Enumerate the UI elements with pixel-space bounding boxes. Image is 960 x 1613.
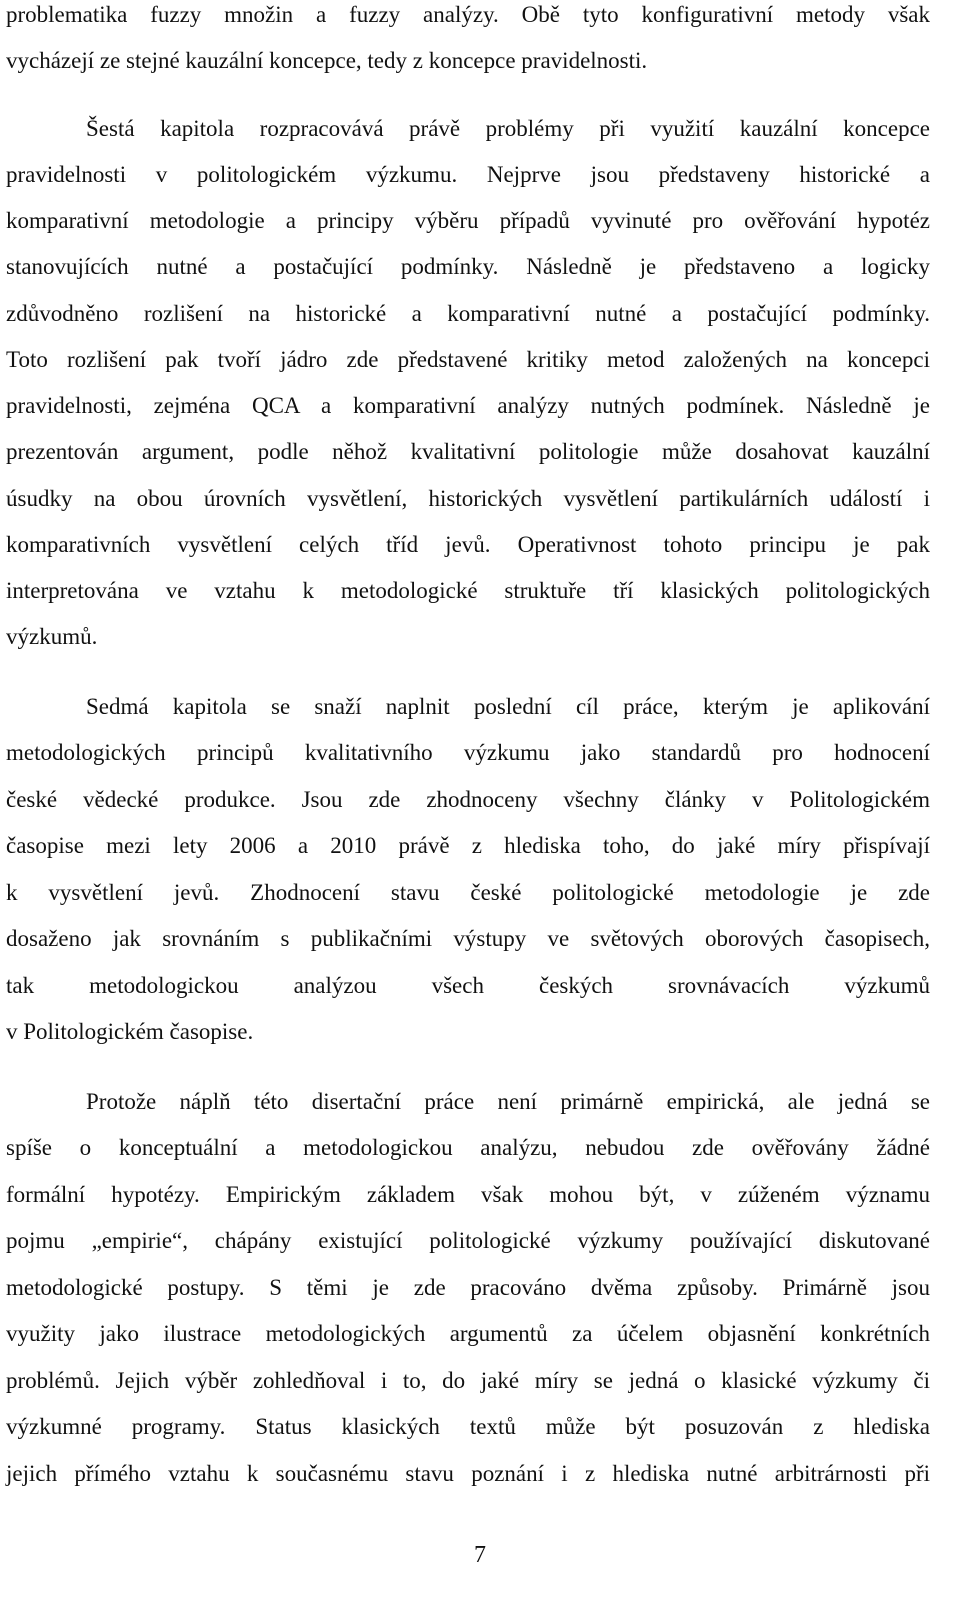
text-line: Toto rozlišení pak tvoří jádro zde představené kritiky metod založených na koncepci — [6, 347, 930, 372]
text-line: výzkumné programy. Status klasických textů může být posuzován z hlediska — [6, 1414, 930, 1439]
text-line: Protože náplň této disertační práce není primárně empirická, ale jedná se — [86, 1089, 930, 1114]
text-line: dosaženo jak srovnáním s publikačními výstupy ve světových oborových časopisech, — [6, 926, 930, 951]
text-line: problematika fuzzy množin a fuzzy analýzy. Obě tyto konfigurativní metody však — [6, 2, 930, 27]
text-line: k vysvětlení jevů. Zhodnocení stavu české politologické metodologie je zde — [6, 880, 930, 905]
text-line: výzkumů. — [6, 624, 98, 649]
text-line: tak metodologickou analýzou všech českých srovnávacích výzkumů — [6, 973, 930, 998]
text-line: české vědecké produkce. Jsou zde zhodnoceny všechny články v Politologickém — [6, 787, 930, 812]
text-line: využity jako ilustrace metodologických argumentů za účelem objasnění konkrétních — [6, 1321, 930, 1346]
text-line: vycházejí ze stejné kauzální koncepce, tedy z koncepce pravidelnosti. — [6, 48, 648, 73]
page-number: 7 — [474, 1542, 486, 1568]
text-line: formální hypotézy. Empirickým základem však mohou být, v zúženém významu — [6, 1182, 930, 1207]
text-line: spíše o konceptuální a metodologickou analýzu, nebudou zde ověřovány žádné — [6, 1135, 930, 1160]
text-line: úsudky na obou úrovních vysvětlení, historických vysvětlení partikulárních událostí i — [6, 486, 930, 511]
text-line: pojmu „empirie“, chápány existující politologické výzkumy používající diskutované — [6, 1228, 930, 1253]
text-line: prezentován argument, podle něhož kvalitativní politologie může dosahovat kauzální — [6, 439, 930, 464]
text-line: pravidelnosti, zejména QCA a komparativní analýzy nutných podmínek. Následně je — [6, 393, 930, 418]
text-line: Sedmá kapitola se snaží naplnit poslední cíl práce, kterým je aplikování — [86, 694, 930, 719]
text-line: komparativní metodologie a principy výběru případů vyvinuté pro ověřování hypotéz — [6, 208, 930, 233]
text-line: v Politologickém časopise. — [6, 1019, 254, 1044]
text-line: metodologické postupy. S těmi je zde pracováno dvěma způsoby. Primárně jsou — [6, 1275, 930, 1300]
text-line: metodologických principů kvalitativního výzkumu jako standardů pro hodnocení — [6, 740, 930, 765]
text-line: problémů. Jejich výběr zohledňoval i to, do jaké míry se jedná o klasické výzkumy či — [6, 1368, 930, 1393]
text-line: pravidelnosti v politologickém výzkumu. Nejprve jsou představeny historické a — [6, 162, 930, 187]
text-line: jejich přímého vztahu k současnému stavu poznání i z hlediska nutné arbitrárnosti při — [6, 1461, 930, 1486]
text-line: stanovujících nutné a postačující podmínky. Následně je představeno a logicky — [6, 254, 930, 279]
text-line: časopise mezi lety 2006 a 2010 právě z hlediska toho, do jaké míry přispívají — [6, 833, 930, 858]
text-line: interpretována ve vztahu k metodologické struktuře tří klasických politologických — [6, 578, 930, 603]
text-line: zdůvodněno rozlišení na historické a komparativní nutné a postačující podmínky. — [6, 301, 930, 326]
text-line: komparativních vysvětlení celých tříd jevů. Operativnost tohoto principu je pak — [6, 532, 930, 557]
text-line: Šestá kapitola rozpracovává právě problémy při využití kauzální koncepce — [86, 116, 930, 141]
